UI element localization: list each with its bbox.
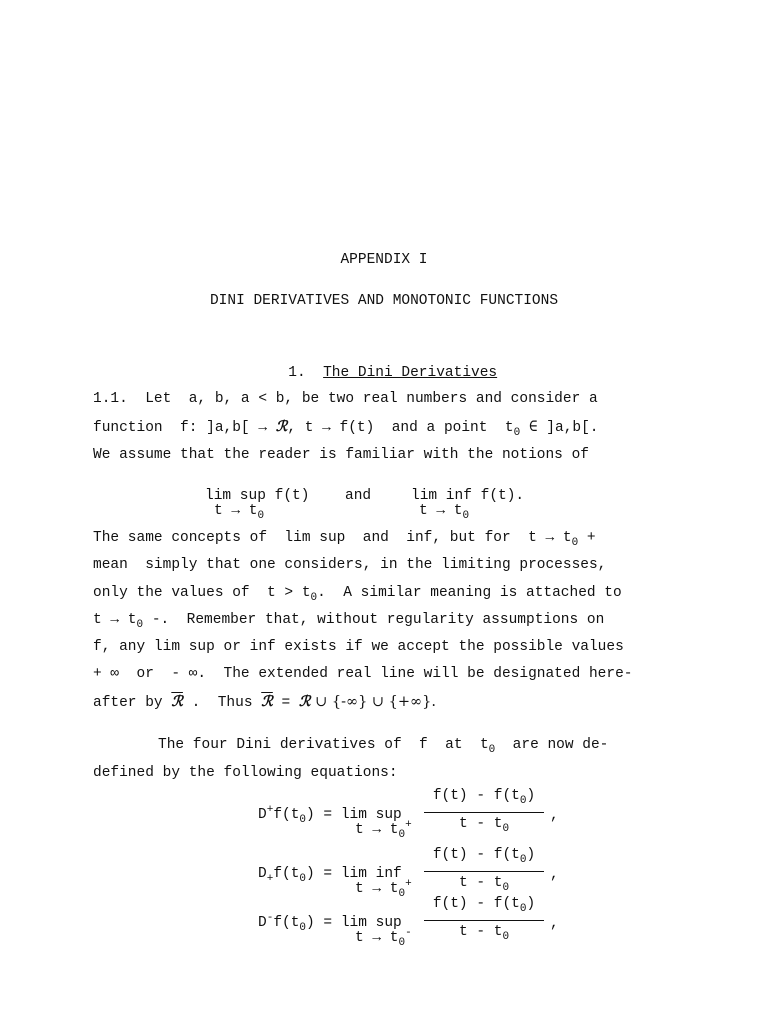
subscript: 0 — [513, 426, 521, 439]
para1-line2 — [93, 418, 599, 437]
text-run: t → t — [93, 612, 137, 628]
text-run: f(t) - f(t — [432, 788, 520, 804]
fraction-denominator — [424, 875, 544, 894]
subscript: 0 — [398, 828, 406, 841]
subscript: 0 — [502, 822, 510, 835]
text-run: are now de- — [495, 737, 609, 753]
text-run: t → t — [355, 822, 399, 838]
subscript: 0 — [299, 813, 307, 826]
subscript: 0 — [502, 930, 510, 943]
para3-line2: defined by the following equations: — [93, 765, 398, 781]
text-run: . A similar meaning is attached to — [317, 585, 622, 601]
text-run: t - t — [458, 924, 503, 940]
text-run: t → t — [214, 503, 258, 519]
equation-comma: , — [550, 808, 559, 824]
equation-limit-under — [355, 821, 412, 839]
subscript: 0 — [398, 936, 406, 949]
para2-line1 — [93, 529, 596, 547]
text-run: = — [272, 695, 299, 711]
text-run: -. Remember that, without regularity assumptions on — [143, 612, 605, 628]
derivative-mark: + — [266, 872, 274, 885]
derivative-symbol: D — [258, 807, 267, 823]
text-run: + — [578, 530, 596, 546]
subscript: 0 — [571, 536, 579, 549]
section-number: 1. — [288, 365, 306, 381]
text-run: f(t — [273, 915, 300, 931]
subscript: 0 — [488, 743, 496, 756]
fraction-denominator — [424, 924, 544, 943]
extended-real-symbol: ℛ — [261, 693, 273, 710]
text-run: ) — [526, 847, 536, 863]
subscript: 0 — [502, 881, 510, 894]
derivative-symbol: D — [258, 915, 267, 931]
text-run: ) = lim inf — [306, 866, 402, 882]
para1-line1: 1.1. Let a, b, a < b, be two real numbers and consider a — [93, 391, 598, 407]
para1-line3: We assume that the reader is familiar with the notions of — [93, 447, 589, 463]
text-run: f(t — [273, 807, 300, 823]
subscript: 0 — [299, 921, 307, 934]
real-line-symbol: ℛ — [275, 418, 288, 435]
text-run: . Thus — [182, 695, 262, 711]
derivative-mark: + — [266, 804, 274, 817]
subscript: 0 — [257, 509, 265, 522]
text-run: f(t) - f(t — [432, 896, 520, 912]
text-run: ) — [526, 896, 536, 912]
text-run: t - t — [458, 816, 503, 832]
text-run: function f: ]a,b[ → — [93, 420, 276, 436]
liminf-under — [419, 502, 469, 520]
subscript: 0 — [136, 618, 144, 631]
limsup-expr: lim sup f(t) — [205, 488, 310, 504]
text-run: The four Dini derivatives of f at t — [158, 737, 489, 753]
and-word: and — [345, 488, 372, 504]
equation-comma: , — [550, 867, 559, 883]
liminf-expr: lim inf f(t). — [411, 488, 525, 504]
text-run: f(t) - f(t — [432, 847, 520, 863]
para2-line6: + ∞ or - ∞. The extended real line will be designated here- — [93, 666, 633, 682]
section-title: The Dini Derivatives — [323, 365, 498, 381]
fraction-bar — [424, 812, 544, 813]
section-heading — [0, 349, 768, 381]
limsup-under — [214, 502, 264, 520]
equation-comma: , — [550, 916, 559, 932]
extended-real-symbol: ℛ — [171, 693, 183, 710]
subscript: 0 — [519, 902, 527, 915]
fraction-numerator — [424, 896, 544, 915]
fraction-denominator — [424, 816, 544, 835]
fraction-numerator — [424, 847, 544, 866]
text-run: , t → f(t) and a point t — [287, 420, 514, 436]
direction-mark: + — [405, 878, 412, 891]
chapter-title: DINI DERIVATIVES AND MONOTONIC FUNCTIONS — [209, 293, 559, 309]
fraction-numerator — [424, 788, 544, 807]
text-run: only the values of t > t — [93, 585, 311, 601]
para3-line1 — [158, 736, 608, 754]
direction-mark: + — [405, 819, 412, 832]
fraction-bar — [424, 920, 544, 921]
derivative-mark: - — [266, 912, 274, 925]
text-run: ∪ {-∞} ∪ {+∞}. — [310, 694, 436, 710]
subscript: 0 — [519, 853, 527, 866]
fraction-bar — [424, 871, 544, 872]
para2-line2: mean simply that one considers, in the limiting processes, — [93, 557, 607, 573]
para2-line4 — [93, 611, 604, 629]
para2-line3 — [93, 584, 622, 602]
subscript: 0 — [462, 509, 470, 522]
text-run: t → t — [355, 930, 399, 946]
equation-limit-under — [355, 880, 412, 898]
real-line-symbol: ℛ — [298, 693, 311, 710]
text-run: ) = lim sup — [306, 807, 402, 823]
derivative-symbol: D — [258, 866, 267, 882]
text-run: t → t — [419, 503, 463, 519]
subscript: 0 — [519, 794, 527, 807]
text-run: ) = lim sup — [306, 915, 402, 931]
subscript: 0 — [299, 872, 307, 885]
para2-line7 — [93, 693, 436, 712]
text-run: ) — [526, 788, 536, 804]
subscript: 0 — [310, 591, 318, 604]
equation-limit-under — [355, 929, 412, 947]
para2-line5: f, any lim sup or inf exists if we accept the possible values — [93, 639, 624, 655]
text-run: f(t — [273, 866, 300, 882]
appendix-label: APPENDIX I — [340, 252, 428, 268]
text-run: t → t — [355, 881, 399, 897]
text-run: t - t — [458, 875, 503, 891]
text-run: ∈ ]a,b[. — [520, 420, 599, 436]
text-run: after by — [93, 695, 172, 711]
direction-mark: - — [405, 927, 412, 940]
text-run: The same concepts of lim sup and inf, but for t → t — [93, 530, 572, 546]
subscript: 0 — [398, 887, 406, 900]
